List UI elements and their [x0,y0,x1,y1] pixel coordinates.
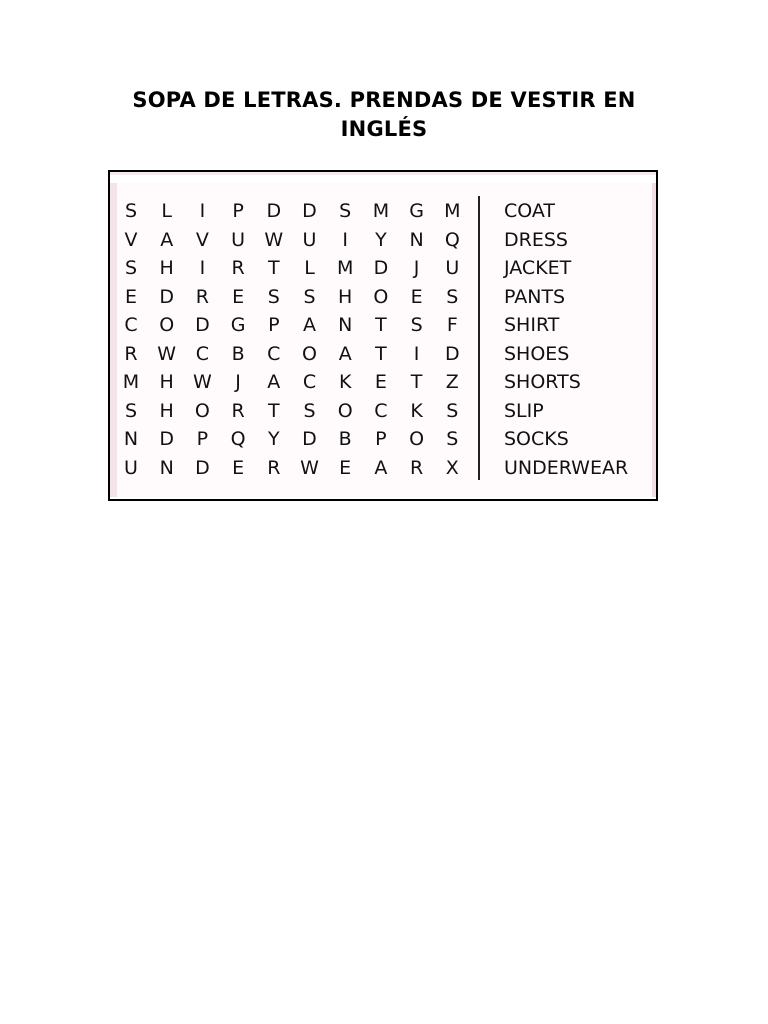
grid-letter: P [196,428,209,450]
grid-letter: O [194,399,210,422]
grid-letter: D [266,200,282,222]
grid-letter: S [303,399,316,422]
grid-letter: T [375,314,387,336]
grid-letter: R [231,257,245,279]
grid-letter: P [375,428,387,450]
grid-letter: V [195,228,209,251]
grid-letter: A [267,371,281,393]
grid-letter: A [338,342,352,365]
grid-letter: M [336,257,354,279]
grid-letter: S [124,257,138,279]
grid-letter: N [338,314,353,336]
grid-letter: R [124,342,138,365]
grid-letter: C [302,371,317,393]
grid-letter: F [446,314,458,336]
grid-letter: G [409,200,424,222]
grid-letter: C [195,342,210,365]
grid-letter: U [124,456,138,479]
word-list-item: UNDERWEAR [504,456,629,479]
grid-letter: C [374,399,388,422]
word-list-item: SHIRT [504,314,560,336]
grid-letter: W [192,371,212,393]
grid-letter: E [339,456,352,479]
grid-letter: W [157,342,177,365]
grid-letter: C [267,342,281,365]
word-list-item: SOCKS [504,428,569,450]
grid-letter: L [304,257,315,279]
grid-letter: I [199,200,206,222]
grid-letter: H [159,257,174,279]
grid-letter: P [232,200,244,222]
grid-letter: O [159,314,175,336]
grid-letter: S [124,399,138,422]
word-list-item: SLIP [504,399,544,422]
grid-letter: S [446,285,459,308]
grid-letter: M [444,200,461,222]
grid-letter: E [232,285,245,308]
grid-letter: R [267,456,281,479]
word-list-item: SHORTS [504,371,581,393]
grid-letter: J [413,257,420,279]
grid-letter: T [410,371,423,393]
word-list-item: DRESS [504,228,568,251]
grid-letter: U [231,228,246,251]
grid-letter: W [264,228,284,251]
grid-letter: K [338,371,352,393]
grid-letter: O [409,428,425,450]
grid-letter: B [231,342,245,365]
grid-letter: D [195,456,210,479]
grid-letter: B [338,428,352,450]
grid-letter: W [300,456,319,479]
grid-letter: N [409,228,424,251]
grid-letter: Z [445,371,459,393]
grid-letter: R [195,285,209,308]
word-list-item: SHOES [504,342,570,365]
grid-letter: P [268,314,280,336]
grid-letter: D [159,285,174,308]
grid-letter: O [337,399,353,422]
grid-letter: E [410,285,423,308]
grid-letter: S [410,314,423,336]
grid-letter: M [122,371,140,393]
word-list-item: PANTS [504,285,566,308]
grid-letter: D [373,257,389,279]
frame-edge-right [652,183,656,497]
grid-letter: Y [375,228,387,251]
page-title: SOPA DE LETRAS. PRENDAS DE VESTIR EN INGLÉS [132,88,636,141]
grid-letter: D [302,200,317,222]
grid-letter: S [267,285,280,308]
grid-letter: S [446,428,459,450]
word-list-item: COAT [504,200,556,222]
grid-letter: N [123,428,139,450]
grid-letter: E [232,456,245,479]
grid-letter: S [446,399,459,422]
grid-letter: T [375,342,387,365]
grid-letter: K [410,399,423,422]
grid-word-divider [478,196,480,480]
grid-letter: T [267,257,280,279]
grid-letter: E [124,285,137,308]
grid-letter: S [124,200,138,222]
grid-letter: Q [444,228,460,251]
grid-letter: G [230,314,246,336]
grid-letter: U [302,228,317,251]
grid-letter: Q [230,428,246,450]
grid-letter: E [374,371,387,393]
grid-letter: N [159,456,174,479]
grid-letter: R [231,399,245,422]
grid-letter: J [235,371,241,393]
grid-letter: S [339,200,352,222]
grid-letter: A [374,456,388,479]
grid-letter: D [302,428,317,450]
grid-letter: H [159,399,174,422]
grid-letter: D [444,342,460,365]
grid-letter: O [302,342,317,365]
grid-letter: I [199,257,206,279]
grid-letter: A [160,228,174,251]
grid-letter: T [267,399,280,422]
grid-letter: A [303,314,316,336]
word-search-puzzle [108,170,658,501]
grid-letter: I [413,342,420,365]
grid-letter: O [373,285,389,308]
grid-letter: U [445,257,460,279]
word-list-item: JACKET [504,257,572,279]
grid-letter: H [338,285,353,308]
grid-letter: I [342,228,348,251]
grid-letter: D [195,314,210,336]
grid-letter: V [124,228,138,251]
grid-letter: L [161,200,172,222]
grid-letter: S [303,285,316,308]
frame-edge-top [110,172,656,175]
grid-letter: R [409,456,424,479]
grid-letter: C [124,314,138,336]
grid-letter: Y [267,428,280,450]
grid-letter: H [159,371,174,393]
grid-letter: M [372,200,390,222]
grid-letter: X [445,456,459,479]
grid-letter: D [159,428,174,450]
